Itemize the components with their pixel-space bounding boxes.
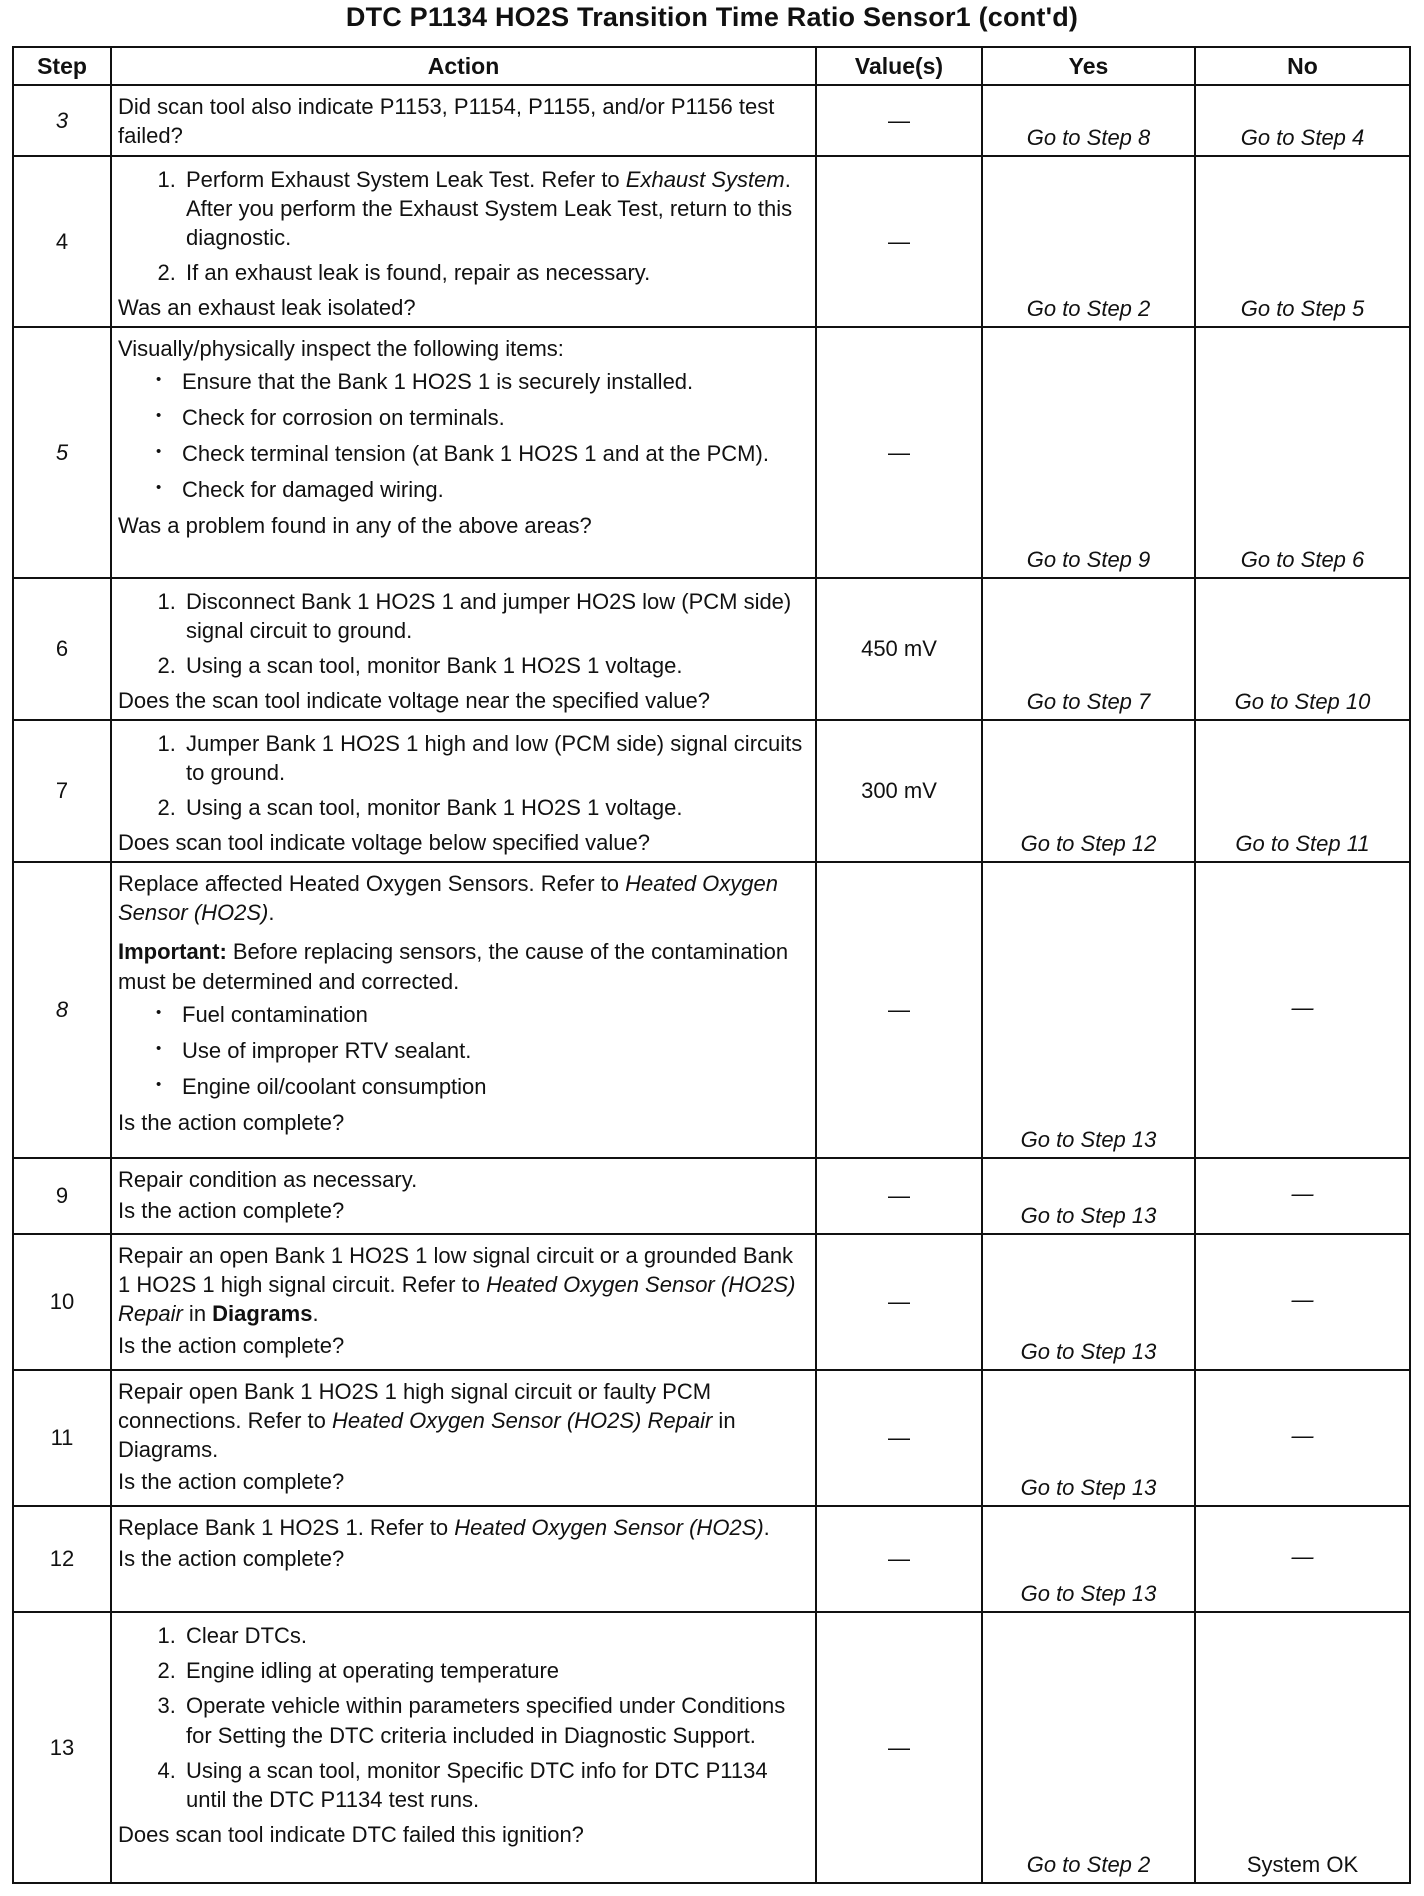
- header-values: Value(s): [816, 47, 982, 85]
- action-question: Does scan tool indicate voltage below specified value?: [118, 830, 650, 856]
- no-cell: Go to Step 10: [1195, 578, 1410, 720]
- action-cell: [111, 1370, 816, 1506]
- table-row-step-3: [13, 85, 1410, 156]
- action-text: Repair condition as necessary.: [118, 1167, 418, 1193]
- action-question: Is the action complete?: [118, 1332, 345, 1358]
- step-number: 5: [13, 327, 111, 578]
- no-cell: —: [1195, 1158, 1410, 1234]
- action-step-item: 1. Perform Exhaust System Leak Test. Refer to Exhaust System. After you perform the Exhaust System Leak Test, return to this diagnostic.: [182, 165, 809, 252]
- action-text: Replace affected Heated Oxygen Sensors. Refer to Heated Oxygen Sensor (HO2S).: [118, 871, 778, 926]
- value-cell: —: [816, 1506, 982, 1612]
- no-cell: —: [1195, 1370, 1410, 1506]
- step-number: 9: [13, 1158, 111, 1234]
- action-step-item: 2. Engine idling at operating temperature: [182, 1656, 809, 1685]
- action-cell: [111, 156, 816, 327]
- action-text: Repair an open Bank 1 HO2S 1 low signal circuit or a grounded Bank 1 HO2S 1 high signal circuit. Refer to Heated Oxygen Sensor (HO2S) Repair in Diagrams.: [118, 1243, 796, 1327]
- no-cell: —: [1195, 1506, 1410, 1612]
- action-cell: [111, 1158, 816, 1234]
- action-intro: Visually/physically inspect the following items:: [118, 336, 564, 362]
- action-cell: [111, 1612, 816, 1883]
- no-cell: —: [1195, 862, 1410, 1158]
- bullet-item: • Engine oil/coolant consumption: [182, 1072, 809, 1101]
- bullet-item: • Check for damaged wiring.: [182, 475, 809, 504]
- bullet-item: • Check terminal tension (at Bank 1 HO2S 1 and at the PCM).: [182, 439, 809, 468]
- table-header-row: [13, 47, 1410, 85]
- no-cell: System OK: [1195, 1612, 1410, 1883]
- value-cell: 300 mV: [816, 720, 982, 862]
- bullet-item: • Use of improper RTV sealant.: [182, 1036, 809, 1065]
- yes-cell: Go to Step 12: [982, 720, 1195, 862]
- action-question: Is the action complete?: [118, 1468, 345, 1494]
- header-no: No: [1195, 47, 1410, 85]
- action-steps: [118, 165, 809, 287]
- action-cell: [111, 1506, 816, 1612]
- action-step-item: 1. Disconnect Bank 1 HO2S 1 and jumper HO2S low (PCM side) signal circuit to ground.: [182, 587, 809, 645]
- bullet-item: • Ensure that the Bank 1 HO2S 1 is securely installed.: [182, 367, 809, 396]
- table-row-step-12: [13, 1506, 1410, 1612]
- step-number: 4: [13, 156, 111, 327]
- value-cell: —: [816, 1612, 982, 1883]
- action-step-item: 4. Using a scan tool, monitor Specific DTC info for DTC P1134 until the DTC P1134 test runs.: [182, 1756, 809, 1814]
- action-question: Is the action complete?: [118, 1198, 345, 1224]
- action-step-item: 2. Using a scan tool, monitor Bank 1 HO2S 1 voltage.: [182, 793, 809, 822]
- step-number: 8: [13, 862, 111, 1158]
- header-step: Step: [13, 47, 111, 85]
- no-cell: Go to Step 4: [1195, 85, 1410, 156]
- step-number: 12: [13, 1506, 111, 1612]
- yes-cell: Go to Step 13: [982, 862, 1195, 1158]
- value-cell: —: [816, 85, 982, 156]
- action-text: Replace Bank 1 HO2S 1. Refer to Heated Oxygen Sensor (HO2S).: [118, 1515, 770, 1541]
- step-number: 7: [13, 720, 111, 862]
- action-cell: [111, 1234, 816, 1370]
- action-step-item: 3. Operate vehicle within parameters specified under Conditions for Setting the DTC criteria included in Diagnostic Support.: [182, 1691, 809, 1749]
- action-cell: [111, 578, 816, 720]
- yes-cell: Go to Step 7: [982, 578, 1195, 720]
- step-number: 3: [13, 85, 111, 156]
- value-cell: —: [816, 327, 982, 578]
- diagnostic-table: [12, 46, 1411, 1884]
- action-cell: [111, 85, 816, 156]
- action-cell: [111, 720, 816, 862]
- bullet-list: [118, 1000, 809, 1101]
- action-question: Does scan tool indicate DTC failed this ignition?: [118, 1821, 584, 1847]
- bullet-item: • Fuel contamination: [182, 1000, 809, 1029]
- bullet-list: [118, 367, 809, 504]
- table-row-step-13: [13, 1612, 1410, 1883]
- no-cell: Go to Step 5: [1195, 156, 1410, 327]
- no-cell: Go to Step 6: [1195, 327, 1410, 578]
- action-question: Was a problem found in any of the above areas?: [118, 513, 592, 539]
- action-question: Is the action complete?: [118, 1109, 345, 1135]
- action-text: Repair open Bank 1 HO2S 1 high signal circuit or faulty PCM connections. Refer to Heated Oxygen Sensor (HO2S) Repair in Diagrams.: [118, 1379, 736, 1463]
- yes-cell: Go to Step 9: [982, 327, 1195, 578]
- yes-cell: Go to Step 13: [982, 1506, 1195, 1612]
- table-row-step-11: [13, 1370, 1410, 1506]
- action-step-item: 2. If an exhaust leak is found, repair as necessary.: [182, 258, 809, 287]
- action-steps: [118, 729, 809, 822]
- value-cell: —: [816, 862, 982, 1158]
- table-row-step-10: [13, 1234, 1410, 1370]
- yes-cell: Go to Step 13: [982, 1158, 1195, 1234]
- yes-cell: Go to Step 2: [982, 156, 1195, 327]
- table-row-step-4: [13, 156, 1410, 327]
- action-question: Was an exhaust leak isolated?: [118, 295, 416, 321]
- table-row-step-6: [13, 578, 1410, 720]
- action-cell: [111, 327, 816, 578]
- bullet-item: • Check for corrosion on terminals.: [182, 403, 809, 432]
- table-row-step-8: [13, 862, 1410, 1158]
- action-text: Did scan tool also indicate P1153, P1154, P1155, and/or P1156 test failed?: [118, 94, 775, 149]
- yes-cell: Go to Step 13: [982, 1234, 1195, 1370]
- action-step-item: 1. Jumper Bank 1 HO2S 1 high and low (PCM side) signal circuits to ground.: [182, 729, 809, 787]
- page-title: DTC P1134 HO2S Transition Time Ratio Sensor1 (cont'd): [345, 2, 1079, 32]
- header-action: Action: [111, 47, 816, 85]
- table-row-step-5: [13, 327, 1410, 578]
- action-step-item: 2. Using a scan tool, monitor Bank 1 HO2S 1 voltage.: [182, 651, 809, 680]
- yes-cell: Go to Step 8: [982, 85, 1195, 156]
- action-steps: [118, 587, 809, 680]
- action-step-item: 1. Clear DTCs.: [182, 1621, 809, 1650]
- action-question: Does the scan tool indicate voltage near the specified value?: [118, 688, 710, 714]
- table-row-step-9: [13, 1158, 1410, 1234]
- yes-cell: Go to Step 13: [982, 1370, 1195, 1506]
- action-steps: [118, 1621, 809, 1813]
- value-cell: —: [816, 1370, 982, 1506]
- table-row-step-7: [13, 720, 1410, 862]
- important-note: Important: Before replacing sensors, the cause of the contamination must be determined and corrected.: [118, 939, 789, 994]
- yes-cell: Go to Step 2: [982, 1612, 1195, 1883]
- value-cell: 450 mV: [816, 578, 982, 720]
- step-number: 13: [13, 1612, 111, 1883]
- header-yes: Yes: [982, 47, 1195, 85]
- step-number: 10: [13, 1234, 111, 1370]
- no-cell: Go to Step 11: [1195, 720, 1410, 862]
- value-cell: —: [816, 1234, 982, 1370]
- value-cell: —: [816, 1158, 982, 1234]
- no-cell: —: [1195, 1234, 1410, 1370]
- value-cell: —: [816, 156, 982, 327]
- action-question: Is the action complete?: [118, 1546, 345, 1572]
- step-number: 11: [13, 1370, 111, 1506]
- action-cell: [111, 862, 816, 1158]
- step-number: 6: [13, 578, 111, 720]
